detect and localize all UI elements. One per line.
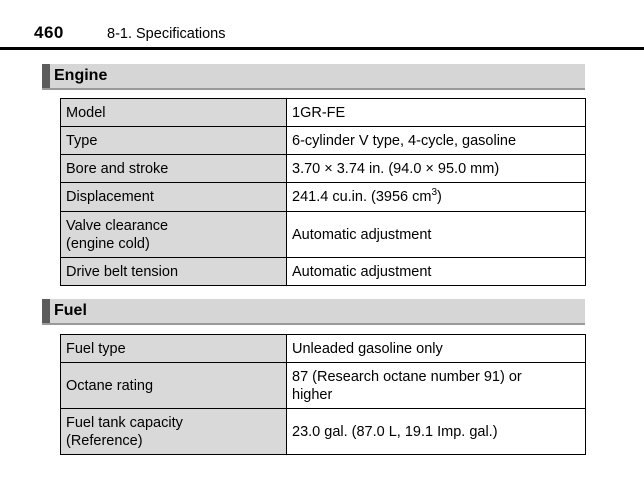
- table-row: [61, 212, 586, 258]
- page-number: 460: [34, 23, 64, 42]
- label-line: Fuel tank capacity: [66, 414, 183, 431]
- spec-value: [287, 183, 586, 212]
- fuel-section-heading: [42, 299, 585, 325]
- closing-paren: ): [437, 189, 442, 205]
- fuel-section-title: Fuel: [54, 302, 87, 319]
- table-row: [61, 363, 586, 409]
- spec-label: Octane rating: [61, 363, 287, 409]
- table-row: [61, 183, 586, 212]
- spec-label: Type: [61, 127, 287, 155]
- section-accent-bar: [42, 299, 50, 323]
- spec-label: Fuel type: [61, 335, 287, 363]
- engine-spec-table: [60, 98, 586, 286]
- spec-value: 23.0 gal. (87.0 L, 19.1 Imp. gal.): [287, 409, 586, 455]
- spec-label: Drive belt tension: [61, 258, 287, 286]
- spec-label: Displacement: [61, 183, 287, 212]
- superscript-unit: 3: [431, 187, 438, 199]
- spec-label: Bore and stroke: [61, 155, 287, 183]
- section-accent-bar: [42, 64, 50, 88]
- table-row: [61, 409, 586, 455]
- spec-value: [287, 363, 586, 409]
- displacement-value: 241.4 cu.in. (3956 cm: [292, 189, 432, 205]
- label-line: Valve clearance: [66, 217, 169, 234]
- chapter-title: 8-1. Specifications: [107, 26, 226, 42]
- table-row: [61, 99, 586, 127]
- spec-value: Automatic adjustment: [287, 212, 586, 258]
- spec-value: 3.70 × 3.74 in. (94.0 × 95.0 mm): [287, 155, 586, 183]
- spec-label: [61, 212, 287, 258]
- table-row: [61, 127, 586, 155]
- page-header: [0, 0, 644, 50]
- header-divider: [0, 47, 644, 50]
- engine-section-heading: [42, 64, 585, 90]
- engine-section-title: Engine: [54, 67, 108, 84]
- spec-value: 1GR-FE: [287, 99, 586, 127]
- table-row: [61, 335, 586, 363]
- value-line: 87 (Research octane number 91) or: [292, 368, 522, 385]
- value-line: higher: [292, 386, 333, 403]
- label-line: (Reference): [66, 432, 143, 449]
- table-row: [61, 258, 586, 286]
- spec-label: Model: [61, 99, 287, 127]
- table-row: [61, 155, 586, 183]
- spec-value: 6-cylinder V type, 4-cycle, gasoline: [287, 127, 586, 155]
- spec-label: [61, 409, 287, 455]
- label-line: (engine cold): [66, 235, 150, 252]
- spec-value: Automatic adjustment: [287, 258, 586, 286]
- fuel-spec-table: [60, 334, 586, 455]
- spec-value: Unleaded gasoline only: [287, 335, 586, 363]
